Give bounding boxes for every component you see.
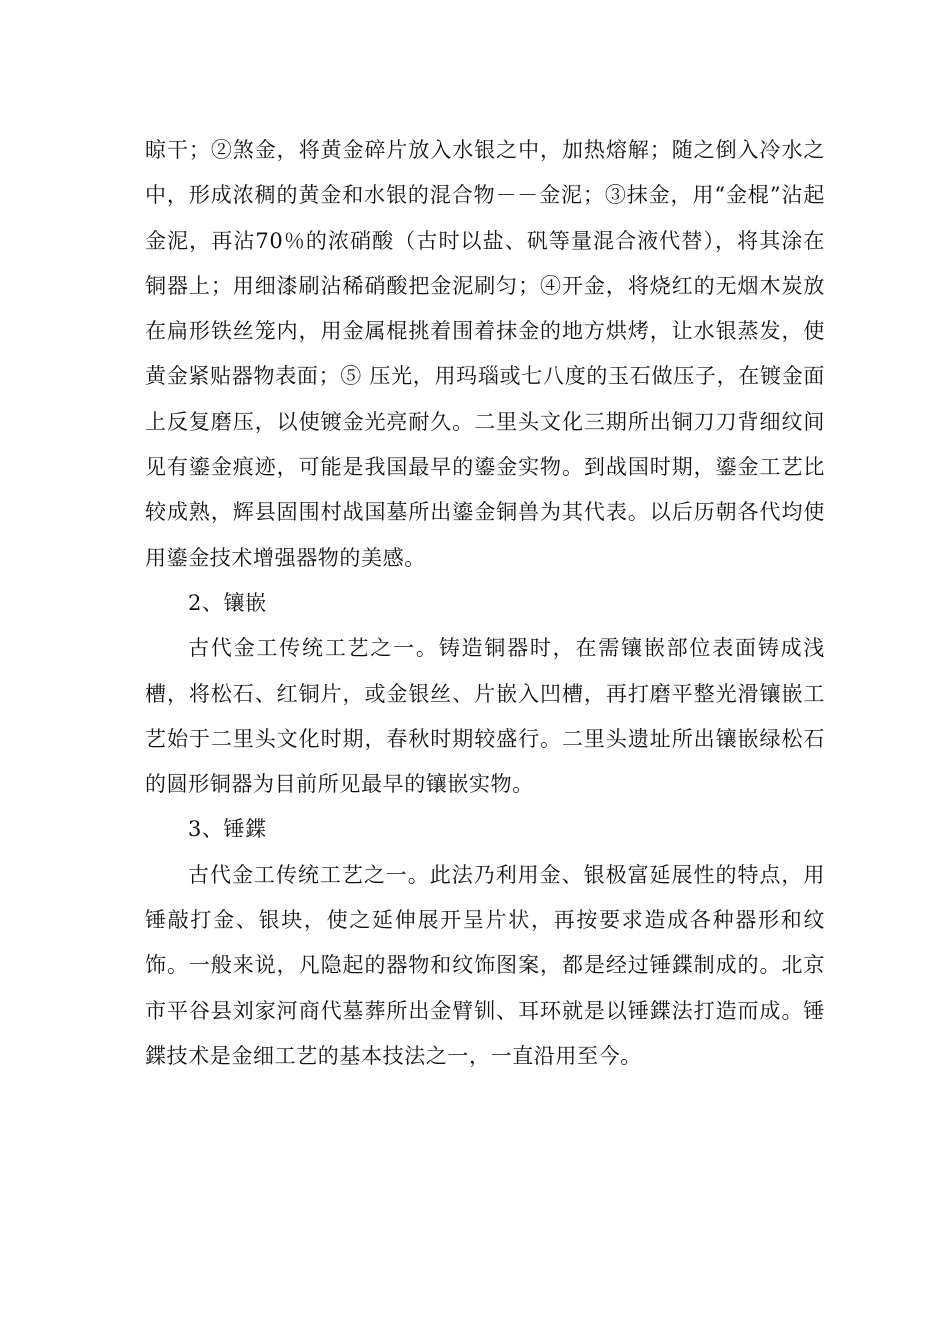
section-heading-inlay: 2、镶嵌 [188,590,267,615]
paragraph-inlay: 古代金工传统工艺之一。铸造铜器时，在需镶嵌部位表面铸成浅槽，将松石、红铜片，或金银丝、片嵌入凹槽，再打磨平整光滑镶嵌工艺始于二里头文化时期，春秋时期较盛行。二里头遗址所出镶嵌绿松石的圆形铜器为目前所见最早的镶嵌实物。 [145,636,825,797]
paragraph-hammering: 古代金工传统工艺之一。此法乃利用金、银极富延展性的特点，用锤敲打金、银块，使之延伸展开呈片状，再按要求造成各种器形和纹饰。一般来说，凡隐起的器物和纹饰图案，都是经过锤鍱制成的。北京市平谷县刘家河商代墓葬所出金臂钏、耳环就是以锤鍱法打造而成。锤鍱技术是金细工艺的基本技法之一，一直沿用至今。 [145,862,825,1068]
document-body [145,128,825,1079]
section-heading-hammering: 3、锤鍱 [188,817,267,842]
paragraph-gilding-continued: 晾干；②煞金，将黄金碎片放入水银之中，加热熔解；随之倒入冷水之中，形成浓稠的黄金和水银的混合物－－金泥；③抹金，用“金棍”沾起金泥，再沾70％的浓硝酸（古时以盐、矾等量混合液代替），将其涂在铜器上；用细漆刷沾稀硝酸把金泥刷匀；④开金，将烧红的无烟木炭放在扁形铁丝笼内，用金属棍挑着围着抹金的地方烘烤，让水银蒸发，使黄金紧贴器物表面；⑤ 压光，用玛瑙或七八度的玉石做压子，在镀金面上反复磨压，以使镀金光亮耐久。二里头文化三期所出铜刀刀背细纹间见有鎏金痕迹，可能是我国最早的鎏金实物。到战国时期，鎏金工艺比较成熟，辉县固围村战国墓所出鎏金铜兽为其代表。以后历朝各代均使用鎏金技术增强器物的美感。 [145,138,825,570]
